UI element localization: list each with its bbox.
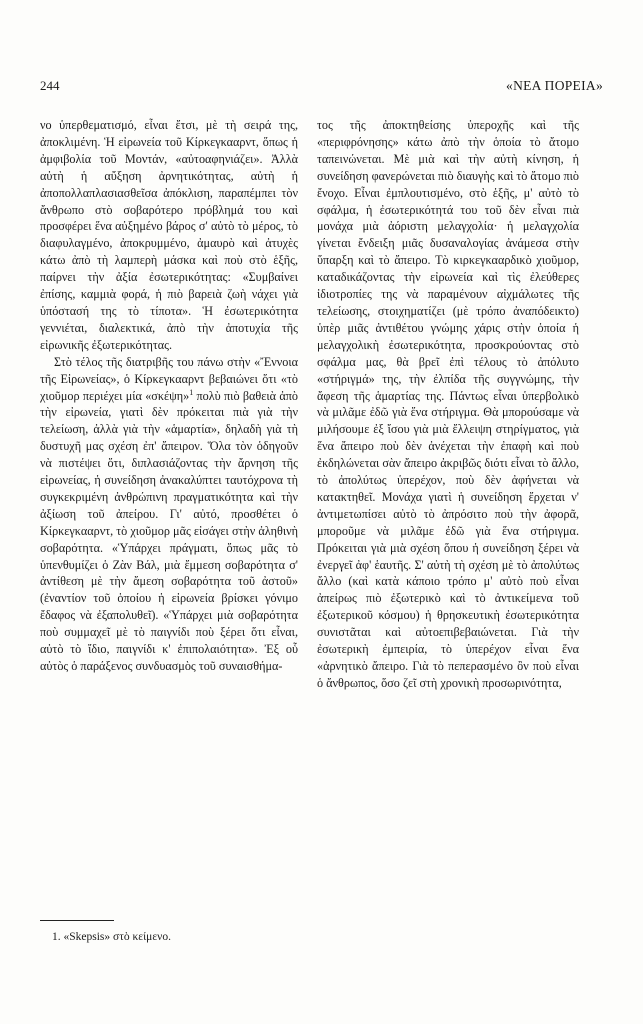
paragraph: νο ὑπερθεματισμό, εἶναι ἔτσι, μὲ τὴ σειρά της, ἀποκλιμένη. Ἡ εἰρωνεία τοῦ Κίρκεγκααρντ, ὅπως ἡ ἀμφιβολία τοῦ Μοντάν, «αὐτοαφηνιάζει». Ἀλλὰ αὐτὴ ἡ αὔξηση ἀρνητικότητας, αὐτὴ ἡ ἀποπολλαπλασιασθεῖσα ἀπόκλιση, παραπέμπει τὸν ἄνθρωπο στὸ σοβαρότερο πρόβλημά του καὶ προσφέρει ἕνα αὐξημένο βάρος σ' αὐτὸ τὸ μέρος, τὸ διαφυλαγμένο, ἀποκρυμμένο, ἀμαυρὸ καὶ ἀτυχὲς κάτω ἀπὸ τὴ λαμπερὴ μάσκα καὶ ποὺ στὸ ἑξῆς, παίρνει τὴν ἀξία ἐσωτερικότητας: «Συμβαίνει ἐπίσης, καμμιὰ φορά, ἡ πιὸ βαρειὰ ζωὴ νάχει γιὰ ὑπόστασή της τὸ τίποτα». Ἡ ἐσωτερικότητα γεννιέται, διαλεκτικά, ἀπὸ τὴν ἀποτυχία τῆς εἰρωνικῆς ἐξωτερικότητας. [40,118,298,352]
page-number: 244 [40,78,60,93]
right-column [317,117,579,692]
page-header [40,78,603,96]
footnote: 1. «Skepsis» στὸ κείμενο. [52,931,172,943]
footnote-divider [40,920,114,921]
paragraph: τος τῆς ἀποκτηθείσης ὑπεροχῆς καὶ τῆς «περιφρόνησης» κάτω ἀπὸ τὴν ὁποία τὸ ἄτομο ταπεινώνεται. Μὲ μιὰ καὶ τὴν αὐτὴ κίνηση, ἡ συνείδηση φανερώνεται πιὸ διαυγὴς καὶ τὸ ἄτομο πιὸ ἔνοχο. Εἶναι ἐμπλουτισμένο, στὸ ἑξῆς, μ' αὐτὸ τὸ σφάλμα, ἡ ἐσωτερικότητά του τοῦ δὲν εἶναι πιὰ μονάχα μιὰ ἀόριστη μελαγχολία· ἡ μελαγχολία γίνεται ἔνδειξη μιᾶς δυσαναλογίας ἀνάμεσα στὴν ὕπαρξη καὶ τὸ ἄπειρο. Τὸ κιρκεγκααρδικὸ χιοῦμορ, καταδικάζοντας τὴν εἰρωνεία καὶ τὶς ἐλεύθερες ἰδιοτροπίες της νὰ παραμένουν αἰχμάλωτες τῆς τελείωσης, στοιχηματίζει (μὲ τρόπο ἀναπόδεικτο) ὑπὲρ μιᾶς ἀντιθέτου γνώμης χάρις στὴν ὁποία ἡ μελαγχολικὴ ἐσωτερικότητα, προσκρούοντας στὸ σφάλμα μας, θὰ βρεῖ ἐπὶ τέλους τὸ ἀπόλυτο «στήριγμά» της, τὴν ἐλπίδα τῆς συγγνώμης, τὴν ἄφεση τῆς ἁμαρτίας της. Πάντως εἶναι ὑπερβολικὸ νὰ μιλᾶμε ἐδῶ γιὰ ἕνα στήριγμα. Θὰ μπορούσαμε νὰ μιλήσουμε ἐξ ἴσου γιὰ μιὰ ἔλλειψη στηρίγματος, γιὰ ἕνα ἄπειρο ποὺ δὲν ἀνέχεται τὴν ἐπαφὴ καὶ ποὺ ἐκδηλώνεται σὰν ἄπειρο ἀκριβῶς διότι εἶναι τὸ ἄλλο, τὸ ἀπολύτως ὑπερέχον, ποὺ δὲν ἀφήνεται νὰ κατακτηθεῖ. Μονάχα γιατὶ ἡ συνείδηση ἔρχεται ν' ἀντιμετωπίσει αὐτὸ τὸ ἀπρόσιτο ποὺ τὴν ἀφορᾶ, μποροῦμε νὰ μιλᾶμε ἐδῶ γιὰ ἕνα στήριγμα. Πρόκειται γιὰ μιὰ σχέση ὅπου ἡ συνείδηση ξέρει νὰ ἐνεργεῖ ἀφ' ἑαυτῆς. Σ' αὐτὴ τὴ σχέση μὲ τὸ ἀπολύτως ἄλλο (καὶ κατὰ κάποιο τρόπο μ' αὐτὸ ποὺ εἶναι ἀπείρως πιὸ ἐξωτερικὸ καὶ τὸ ἀντικείμενα τοῦ ἐξωτερικοῦ κόσμου) ἡ θρησκευτικὴ ἐσωτερικότητα συνιστᾶται καὶ αὐτοεπιβεβαιώνεται. Γιὰ τὴν ἐσωτερικὴ ἐμπειρία, τὸ ὑπερέχον εἶναι ἕνα «ἀρνητικὸ ἄπειρο. Γιὰ τὸ πεπερασμένο ὂν ποὺ εἶναι ὁ ἄνθρωπος, ὅσο ζεῖ στὴ χρονικὴ προσωρινότητα, [317,118,580,690]
footnote-marker: 1 [189,387,194,397]
paragraph [40,354,298,675]
left-column [40,117,298,675]
paragraph-text: Στὸ τέλος τῆς διατριβῆς του πάνω στὴν «Ἔννοια τῆς Εἰρωνείας», ὁ Κίρκεγκααρντ βεβαιώνει ὅτι «τὸ χιοῦμορ περιέχει μία «σκέψη» [40,354,298,403]
running-head: «ΝΕΑ ΠΟΡΕΙΑ» [506,78,603,93]
paragraph-text: πολὺ πιὸ βαθειὰ ἀπὸ τὴν εἰρωνεία, γιατὶ δὲν πρόκειται πιὰ γιὰ τὴν τελείωση, ἀλλὰ γιὰ τὴν «ἁμαρτία», δηλαδὴ γιὰ τὴ δυστυχῆ μας σχέση ἐπ' ἄπειρον. Ὅλα τὸν ὁδηγοῦν νὰ πιστέψει ὅτι, διπλασιάζοντας τὴν ἄρνηση τῆς εἰρωνείας, ἡ συνείδηση ἀνακαλύπτει ταυτόχρονα τὴ συγκεκριμένη ἀνθρώπινη πραγματικότητα καὶ τὴν ἀξίωση τοῦ ἀπείρου. Γι' αὐτό, προσθέτει ὁ Κίρκεγκααρντ, τὸ χιοῦμορ μᾶς εἰσάγει στὴν ἀληθινὴ σοβαρότητα. «Ὑπάρχει πράγματι, ὅπως μᾶς τὸ ὑπενθυμίζει ὁ Ζὰν Βάλ, μιὰ ἔμμεση σοβαρότητα σ' ἀντίθεση μὲ τὴν ἄμεση σοβαρότητα τοῦ ἀστοῦ» (ἐναντίον τοῦ ὁποίου ἡ εἰρωνεία βρίσκει γόνιμο ἔδαφος νὰ ἐξαπολυθεῖ). «Ὑπάρχει μιὰ σοβαρότητα ποὺ συμμαχεῖ μὲ τὸ παιγνίδι ποὺ ξέρει ὅτι εἶναι, αὐτὸ τὸ ἴδιο, παιγνίδι κ' ἐπιπολαιότητα». Ἐξ οὗ αὐτὸς ὁ παράξενος συνδυασμὸς τοῦ συναισθήμα- [40,388,298,673]
